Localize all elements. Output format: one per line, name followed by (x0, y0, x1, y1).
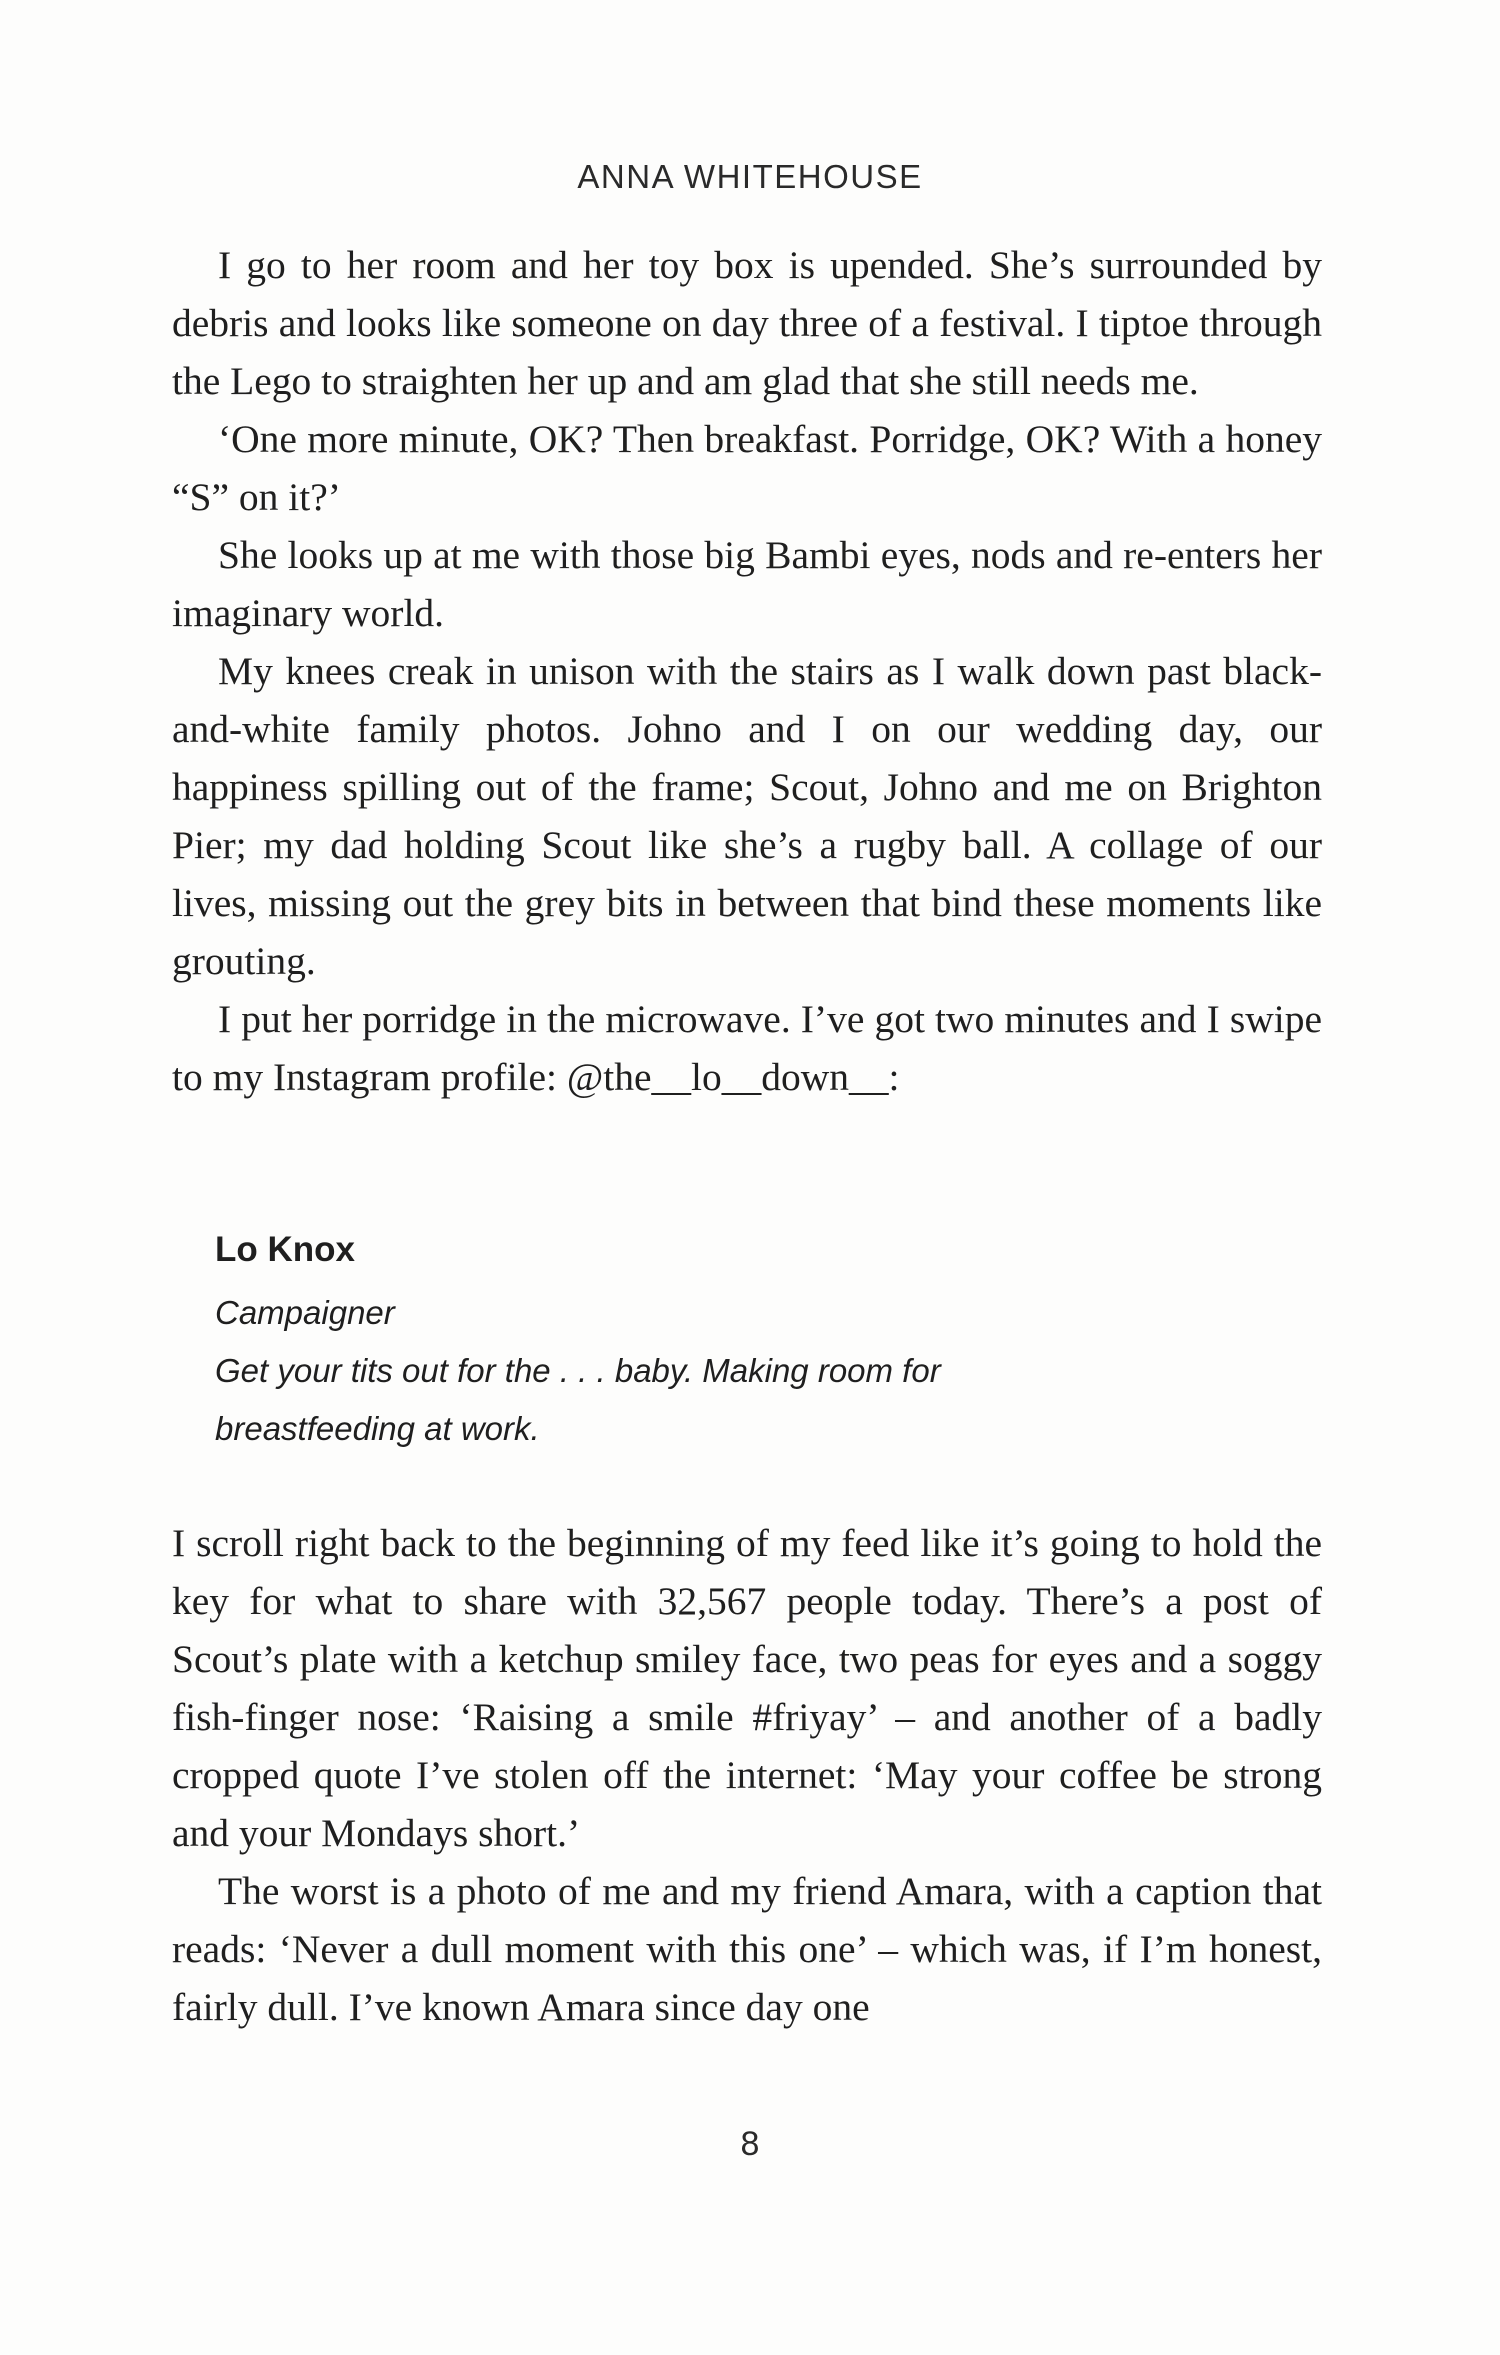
paragraph: I scroll right back to the beginning of my feed like it’s going to hold the key for what to share with 32,567 people today. There’s a post of Scout’s plate with a ketchup smiley face, two peas for eyes and a soggy fish-finger nose: ‘Raising a smile #friyay’ – and another of a badly cropped quote I’ve stolen off the internet: ‘May your coffee be strong and your Mondays short.’ (172, 1521, 1322, 1855)
body-text-before-profile (172, 236, 1322, 1106)
profile-bio-line-1: Get your tits out for the . . . baby. Making room for (215, 1352, 941, 1389)
instagram-profile-block (215, 1226, 1115, 1458)
profile-bio-line-2: breastfeeding at work. (215, 1410, 540, 1447)
paragraph: My knees creak in unison with the stairs as I walk down past black-and-white family photos. Johno and I on our wedding day, our happiness spilling out of the frame; Scout, Johno and me on Brighton Pier; my dad holding Scout like she’s a rugby ball. A collage of our lives, missing out the grey bits in between that bind these moments like grouting. (172, 649, 1322, 983)
profile-role: Campaigner (215, 1294, 395, 1331)
running-head: ANNA WHITEHOUSE (577, 158, 923, 195)
paragraph: I go to her room and her toy box is upended. She’s surrounded by debris and looks like someone on day three of a festival. I tiptoe through the Lego to straighten her up and am glad that she still needs me. (172, 243, 1322, 403)
paragraph: I put her porridge in the microwave. I’ve got two minutes and I swipe to my Instagram profile: @the__lo__down__: (172, 997, 1322, 1099)
profile-name: Lo Knox (215, 1230, 355, 1269)
page-number: 8 (740, 2125, 760, 2163)
paragraph: ‘One more minute, OK? Then breakfast. Porridge, OK? With a honey “S” on it?’ (172, 417, 1322, 519)
paragraph: The worst is a photo of me and my friend Amara, with a caption that reads: ‘Never a dull moment with this one’ – which was, if I’m honest, fairly dull. I’ve known Amara since day one (172, 1869, 1322, 2029)
body-text-after-profile (172, 1514, 1322, 2036)
paragraph: She looks up at me with those big Bambi eyes, nods and re-enters her imaginary world. (172, 533, 1322, 635)
